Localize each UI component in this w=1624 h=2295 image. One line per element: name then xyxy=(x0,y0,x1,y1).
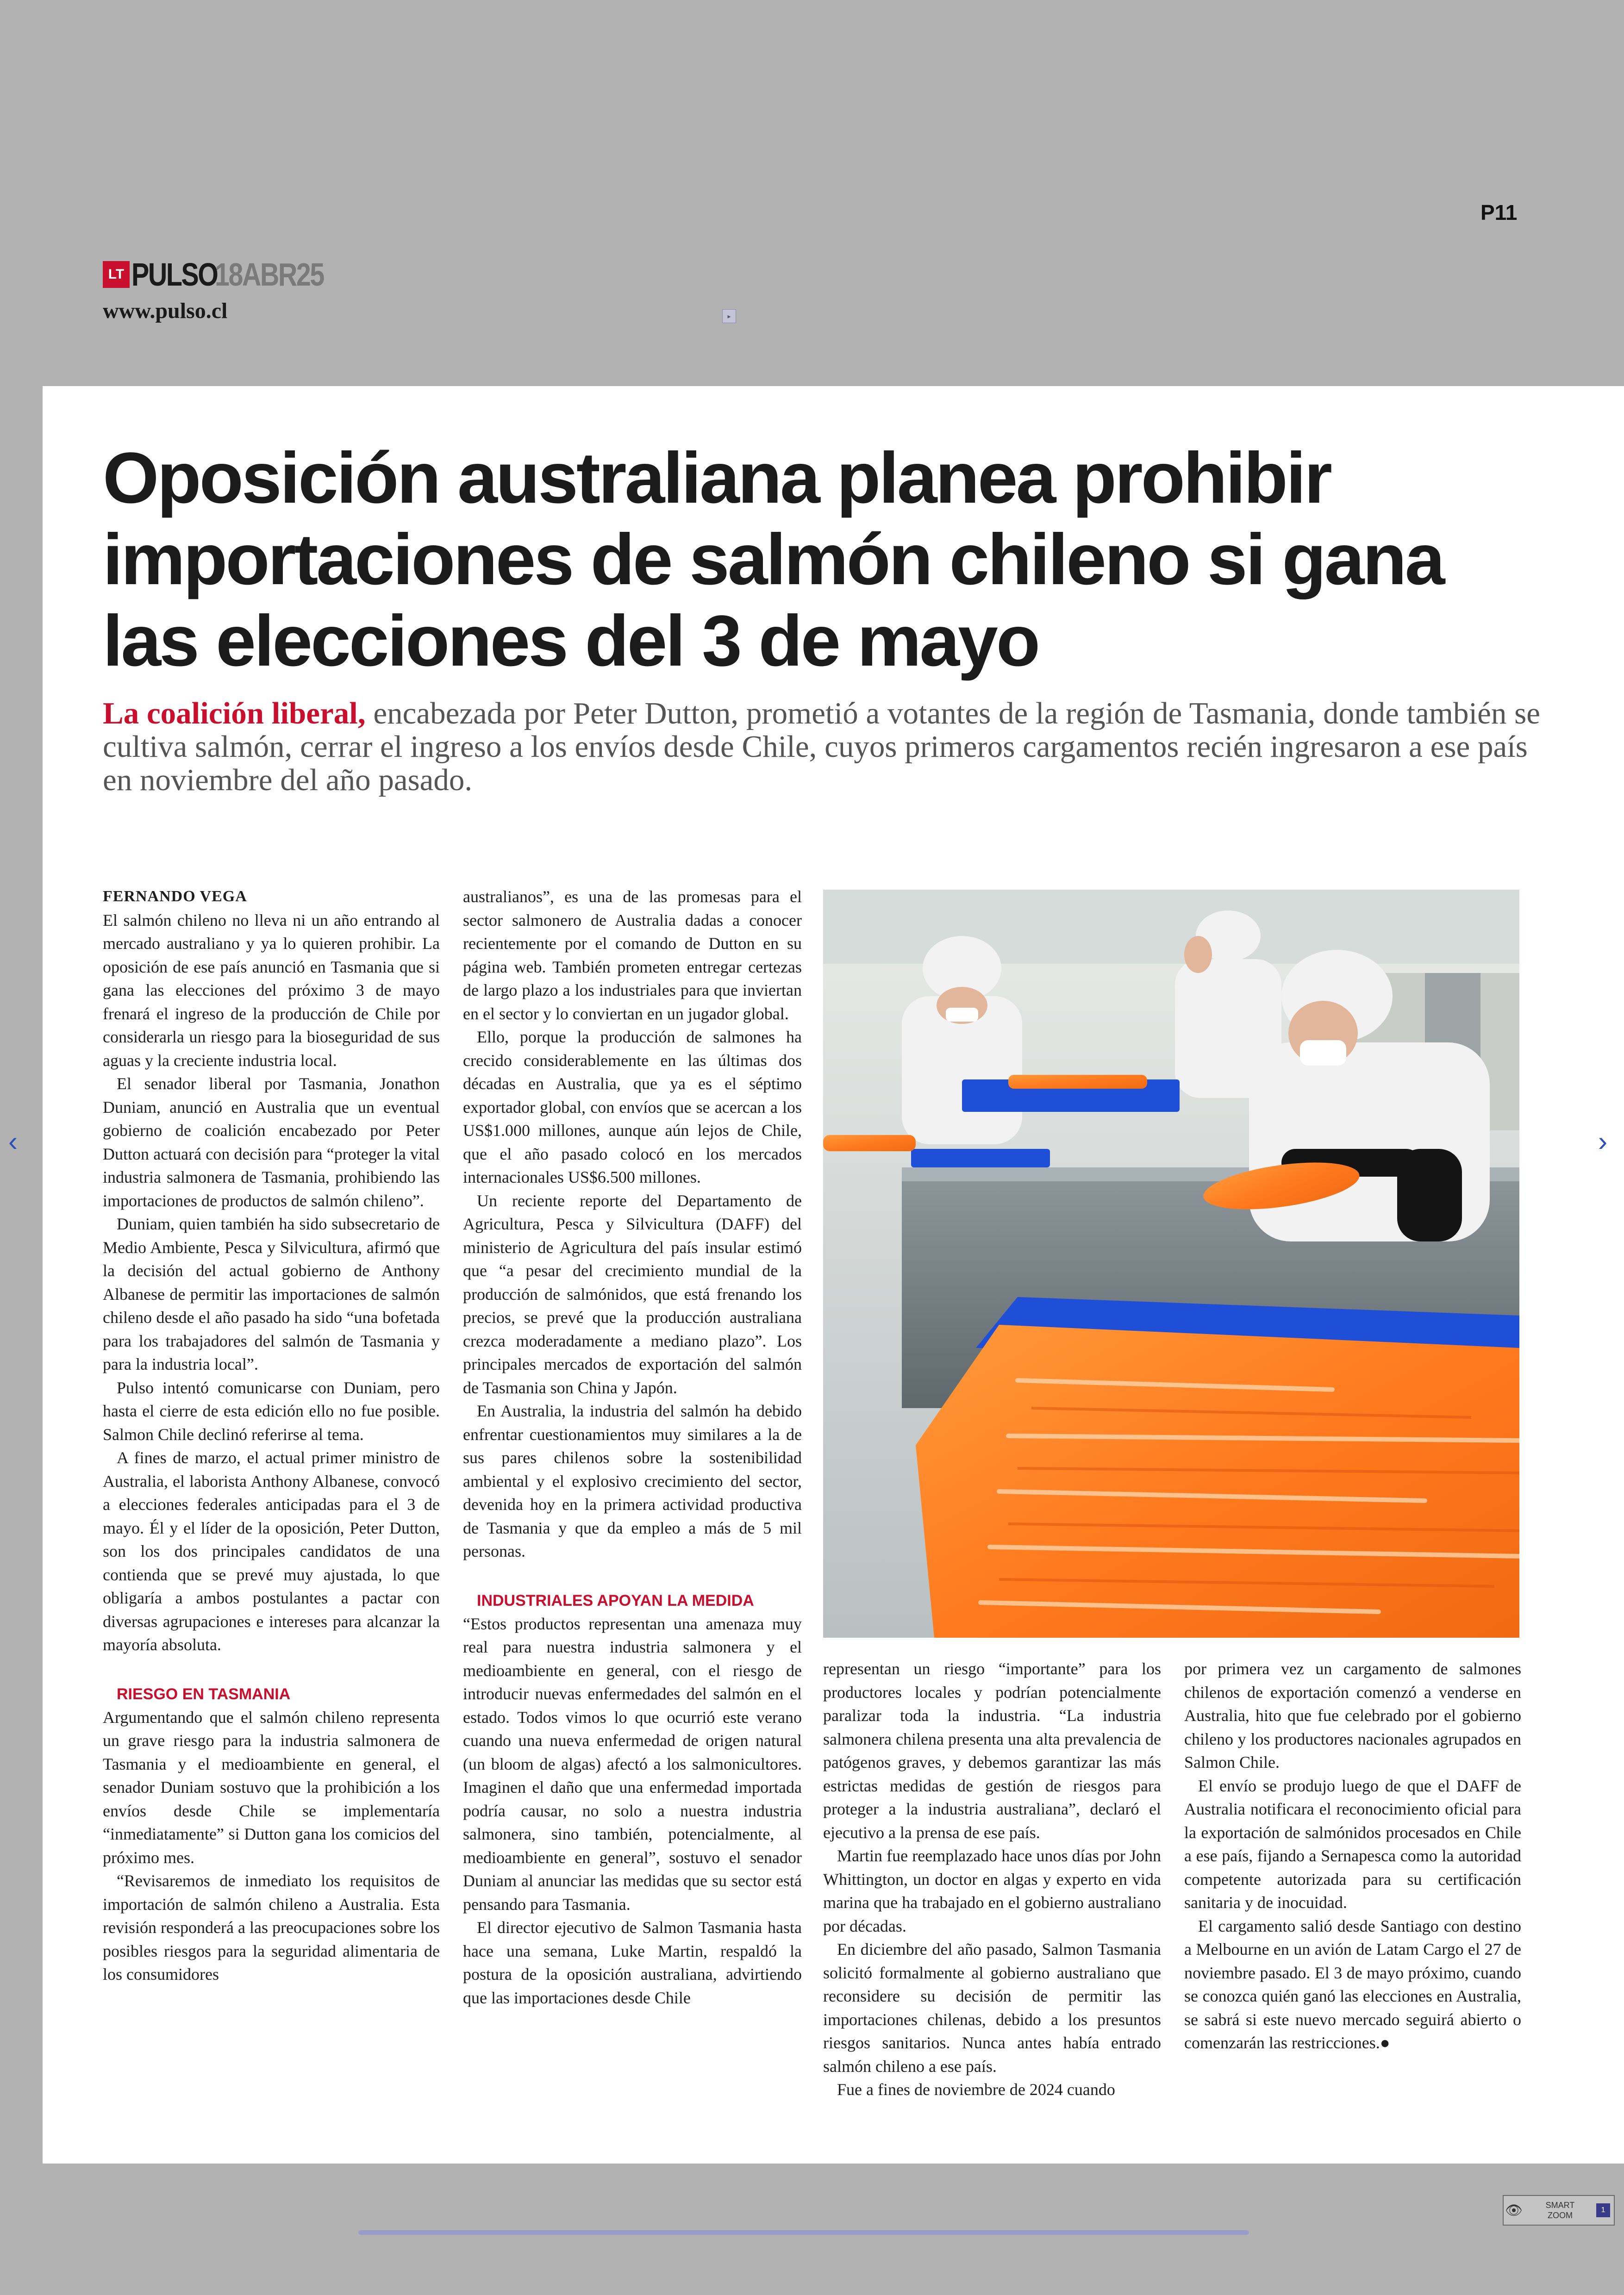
next-page-arrow-icon[interactable]: › xyxy=(1598,1126,1607,1157)
paragraph: El envío se produjo luego de que el DAFF de Australia notificara el reconocimiento oficial para la exportación de salmónidos procesados en Chile a ese país, fijando a Sernapesca como la autoridad competente autorizada para su certificación sanitaria y de inocuidad. xyxy=(1184,1776,1521,1912)
section-title-riesgo: RIESGO EN TASMANIA xyxy=(117,1685,291,1703)
article-subhead xyxy=(103,697,1547,797)
paragraph: Fue a fines de noviembre de 2024 cuando xyxy=(837,2080,1115,2099)
article-column-1 xyxy=(103,885,440,1986)
prev-page-arrow-icon[interactable]: ‹ xyxy=(8,1126,18,1157)
paragraph: Pulso intentó comunicarse con Duniam, pero hasta el cierre de esta edición ello no fue posible. Salmon Chile declinó referirse al tema. xyxy=(103,1378,440,1444)
subhead-text: encabezada por Peter Dutton, prometió a votantes de la región de Tasmania, donde también se cultiva salmón, cerrar el ingreso a los envíos desde Chile, cuyos primeros cargamentos recién ingresaron a ese país en noviembre del año pasado. xyxy=(103,696,1540,797)
paragraph: por primera vez un cargamento de salmones chilenos de exportación comenzó a venderse en Australia, hito que fue celebrado por el gobierno chileno y los productores nacionales agrupados en Salmon Chile. xyxy=(1184,1659,1521,1771)
page-scroll-progress[interactable] xyxy=(358,2230,1249,2235)
salmon-processing-photo xyxy=(823,890,1519,1638)
article-column-4 xyxy=(1184,1657,1521,2055)
paragraph: Martin fue reemplazado hace unos días por John Whittington, un doctor en algas y experto en vida marina que ha trabajado en el gobierno australiano por décadas. xyxy=(823,1846,1161,1935)
paragraph: El senador liberal por Tasmania, Jonathon Duniam, anunció en Australia que un eventual gobierno de coalición encabezado por Peter Dutton actuará con decisión para “proteger la vital industria salmonera de Tasmania, prohibiendo las importaciones de productos de salmón chileno”. xyxy=(103,1074,440,1210)
paragraph: australianos”, es una de las promesas para el sector salmonero de Australia dadas a conocer recientemente por el comando de Dutton en su página web. También prometen entregar certezas de largo plazo a los industriales para que inviertan en el sector y lo conviertan en un jugador global. xyxy=(463,887,802,1023)
paragraph: “Estos productos representan una amenaza muy real para nuestra industria salmonera y el medioambiente en general, con el riesgo de introducir nuevas enfermedades del salmón en el estado. Todos vimos lo que ocurrió este verano cuando una nueva enfermedad de origen natural (un bloom de algas) afectó a los salmonicultores. Imaginen el daño que una enfermedad importada podría causar, no solo a nuestra industria salmonera, sino también, potencialmente, al medioambiente en general”, sostuvo el senador Duniam al anunciar las medidas que su sector está pensando para Tasmania. xyxy=(463,1614,802,1914)
page-number: P11 xyxy=(1480,200,1518,225)
page-marker-icon[interactable]: ▸ xyxy=(722,309,736,323)
paragraph: A fines de marzo, el actual primer ministro de Australia, el laborista Anthony Albanese, convocó a elecciones federales anticipadas para el 3 de mayo. Él y el líder de la oposición, Peter Dutton, son los dos principales candidatos de una contienda que se prevé muy ajustada, lo que obligaría a ambos postulantes a pactar con diversas agrupaciones e intereses para alcanzar la mayoría absoluta. xyxy=(103,1448,440,1654)
paragraph: representan un riesgo “importante” para los productores locales y podrían potencialmente paralizar toda la industria. “La industria salmonera chilena presenta una alta prevalencia de patógenos graves, y debemos garantizar las más estrictas medidas de gestión de riesgos para proteger a la industria australiana”, declaró el ejecutivo a la prensa de ese país. xyxy=(823,1659,1161,1842)
paragraph: El director ejecutivo de Salmon Tasmania hasta hace una semana, Luke Martin, respaldó la postura de la oposición australiana, advirtiendo que las importaciones desde Chile xyxy=(463,1918,802,2007)
smart-zoom-button[interactable] xyxy=(1503,2195,1615,2226)
paragraph: Duniam, quien también ha sido subsecretario de Medio Ambiente, Pesca y Silvicultura, afirmó que la decisión del actual gobierno de Anthony Albanese de permitir las importaciones de salmón chileno desde el año pasado ha sido “una bofetada para los trabajadores del salmón de Tasmania y para la industria local”. xyxy=(103,1215,440,1373)
masthead xyxy=(103,257,348,292)
paragraph: “Revisaremos de inmediato los requisitos de importación de salmón chileno a Australia. Esta revisión responderá a las preocupaciones sobre los posibles riesgos para la seguridad alimentaria de los consumidores xyxy=(103,1871,440,1983)
byline: FERNANDO VEGA xyxy=(103,888,247,905)
eye-icon: 👁 xyxy=(1505,2202,1523,2218)
section-title-industriales: INDUSTRIALES APOYAN LA MEDIDA xyxy=(477,1591,754,1609)
article-headline: Oposición australiana planea prohibir importaciones de salmón chileno si gana las elecciones del 3 de mayo xyxy=(103,438,1443,681)
article-column-3 xyxy=(823,1657,1161,2102)
smart-zoom-label: SMART ZOOM xyxy=(1545,2201,1575,2220)
smart-zoom-page-badge: 1 xyxy=(1596,2203,1610,2217)
paragraph: El salmón chileno no lleva ni un año entrando al mercado australiano y ya lo quieren prohibir. La oposición de ese país anunció en Tasmania que si gana las elecciones del próximo 3 de mayo frenará el ingreso de la producción de Chile por considerarla un riesgo para la bioseguridad de sus aguas y la creciente industria local. xyxy=(103,911,440,1070)
subhead-lead: La coalición liberal, xyxy=(103,696,366,730)
site-url[interactable]: www.pulso.cl xyxy=(103,299,228,323)
paragraph: Ello, porque la producción de salmones ha crecido considerablemente en las últimas dos décadas en Australia, que ya es el séptimo exportador global, con envíos que se acercan a los US$1.000 millones, aunque aún lejos de Chile, que el año pasado colocó en los mercados internacionales US$6.500 millones. xyxy=(463,1028,802,1186)
article-column-2 xyxy=(463,885,802,2009)
lt-logo: LT xyxy=(103,261,130,288)
paragraph: Argumentando que el salmón chileno representa un grave riesgo para la industria salmonera de Tasmania y el medioambiente en general, el senador Duniam sostuvo que la prohibición a los envíos desde Chile se implementaría “inmediatamente” si Dutton gana los comicios del próximo mes. xyxy=(103,1708,440,1867)
brand-name: PULSO xyxy=(131,256,218,293)
paragraph: El cargamento salió desde Santiago con destino a Melbourne en un avión de Latam Cargo el 27 de noviembre pasado. El 3 de mayo próximo, cuando se conozca quién ganó las elecciones en Australia, se sabrá si este nuevo mercado seguirá abierto o comenzarán las restricciones.● xyxy=(1184,1916,1521,2052)
paragraph: En diciembre del año pasado, Salmon Tasmania solicitó formalmente al gobierno australiano que reconsidere su decisión de permitir las importaciones chilenas, debido a los presuntos riesgos sanitarios. Nunca antes había entrado salmón chileno a ese país. xyxy=(823,1940,1161,2076)
paragraph: Un reciente reporte del Departamento de Agricultura, Pesca y Silvicultura (DAFF) del ministerio de Agricultura del país insular estimó que “a pesar del crecimiento mundial de la producción de salmónidos, que está frenando los precios, se prevé que la producción australiana crezca moderadamente a mediano plazo”. Los principales mercados de exportación del salmón de Tasmania son China y Japón. xyxy=(463,1191,802,1397)
paragraph: En Australia, la industria del salmón ha debido enfrentar cuestionamientos muy similares a la de sus pares chilenos sobre la sostenibilidad ambiental y el explosivo crecimiento del sector, devenida hoy en la primera actividad productiva de Tasmania y que da empleo a más de 5 mil personas. xyxy=(463,1402,802,1560)
edition-date: 18ABR25 xyxy=(215,256,324,293)
